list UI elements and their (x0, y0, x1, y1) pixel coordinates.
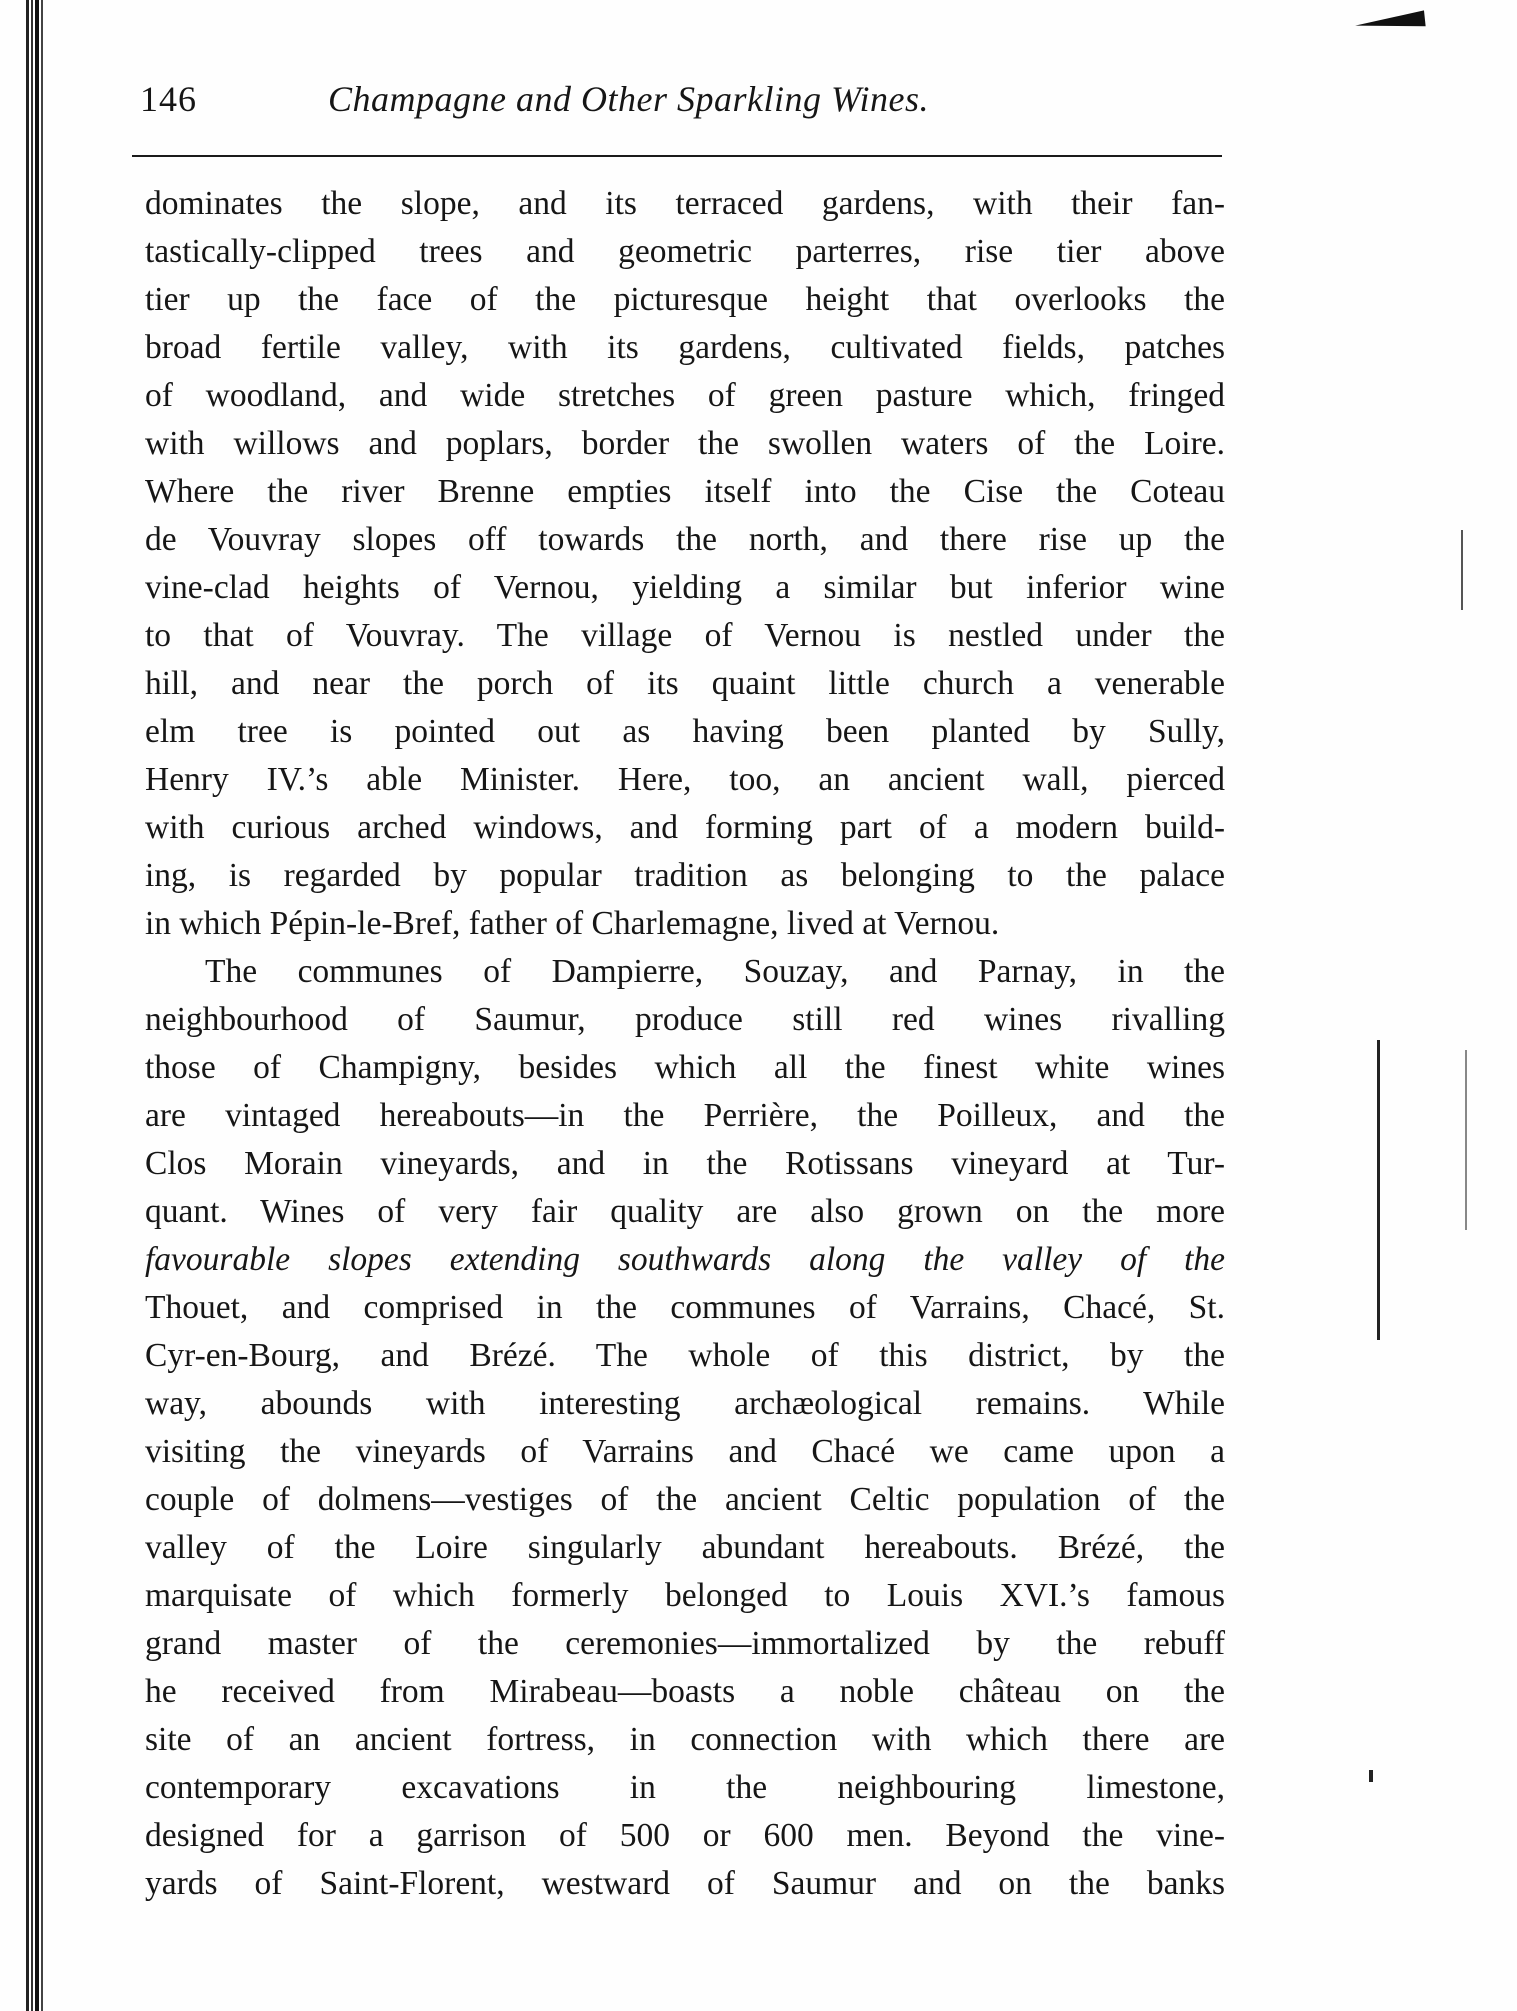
text-line: way, abounds with interesting archæological remains. While (145, 1385, 1225, 1422)
running-title: Champagne and Other Sparkling Wines. (328, 79, 929, 119)
text-line: those of Champigny, besides which all the finest white wines (145, 1049, 1225, 1086)
text-line: with willows and poplars, border the swollen waters of the Loire. (145, 425, 1225, 462)
text-line: marquisate of which formerly belonged to Louis XVI.’s famous (145, 1577, 1225, 1614)
text-line: couple of dolmens—vestiges of the ancient Celtic population of the (145, 1481, 1225, 1518)
text-line: tastically-clipped trees and geometric parterres, rise tier above (145, 233, 1225, 270)
text-line: elm tree is pointed out as having been planted by Sully, (145, 713, 1225, 750)
text-line: tier up the face of the picturesque height that overlooks the (145, 281, 1225, 318)
text-line: he received from Mirabeau—boasts a noble château on the (145, 1673, 1225, 1710)
text-line: broad fertile valley, with its gardens, cultivated fields, patches (145, 329, 1225, 366)
text-line: site of an ancient fortress, in connection with which there are (145, 1721, 1225, 1758)
page-header (140, 78, 1240, 128)
text-line: Clos Morain vineyards, and in the Rotissans vineyard at Tur- (145, 1145, 1225, 1182)
text-line: hill, and near the porch of its quaint little church a venerable (145, 665, 1225, 702)
text-line: of woodland, and wide stretches of green pasture which, fringed (145, 377, 1225, 414)
text-line: Thouet, and comprised in the communes of Varrains, Chacé, St. (145, 1289, 1225, 1326)
text-line: to that of Vouvray. The village of Vernou is nestled under the (145, 617, 1225, 654)
text-line: quant. Wines of very fair quality are also grown on the more (145, 1193, 1225, 1230)
text-line: Where the river Brenne empties itself into the Cise the Coteau (145, 473, 1225, 510)
header-rule (132, 155, 1222, 157)
text-line: with curious arched windows, and forming part of a modern build- (145, 809, 1225, 846)
margin-rule (1369, 1770, 1373, 1782)
text-line: de Vouvray slopes off towards the north, and there rise up the (145, 521, 1225, 558)
text-line: contemporary excavations in the neighbouring limestone, (145, 1769, 1225, 1806)
text-line: Cyr-en-Bourg, and Brézé. The whole of this district, by the (145, 1337, 1225, 1374)
text-line: in which Pépin-le-Bref, father of Charlemagne, lived at Vernou. (145, 905, 1000, 942)
text-line: vine-clad heights of Vernou, yielding a similar but inferior wine (145, 569, 1225, 606)
text-line: yards of Saint-Florent, westward of Saumur and on the banks (145, 1865, 1225, 1902)
margin-rule (1461, 530, 1463, 610)
page-number: 146 (140, 79, 197, 119)
text-line: The communes of Dampierre, Souzay, and Parnay, in the (205, 953, 1225, 990)
margin-rule (1465, 1050, 1467, 1230)
binding-edge (26, 0, 48, 2011)
text-line: ing, is regarded by popular tradition as belonging to the palace (145, 857, 1225, 894)
text-line: favourable slopes extending southwards along the valley of the (145, 1241, 1225, 1278)
text-line: visiting the vineyards of Varrains and Chacé we came upon a (145, 1433, 1225, 1470)
text-line: neighbourhood of Saumur, produce still red wines rivalling (145, 1001, 1225, 1038)
corner-mark (1354, 10, 1425, 33)
body-text (145, 180, 1225, 1908)
text-line: grand master of the ceremonies—immortalized by the rebuff (145, 1625, 1225, 1662)
text-line: designed for a garrison of 500 or 600 men. Beyond the vine- (145, 1817, 1225, 1854)
text-line: dominates the slope, and its terraced gardens, with their fan- (145, 185, 1225, 222)
margin-rule (1377, 1040, 1380, 1340)
text-line: Henry IV.’s able Minister. Here, too, an ancient wall, pierced (145, 761, 1225, 798)
text-line: valley of the Loire singularly abundant hereabouts. Brézé, the (145, 1529, 1225, 1566)
text-line: are vintaged hereabouts—in the Perrière, the Poilleux, and the (145, 1097, 1225, 1134)
